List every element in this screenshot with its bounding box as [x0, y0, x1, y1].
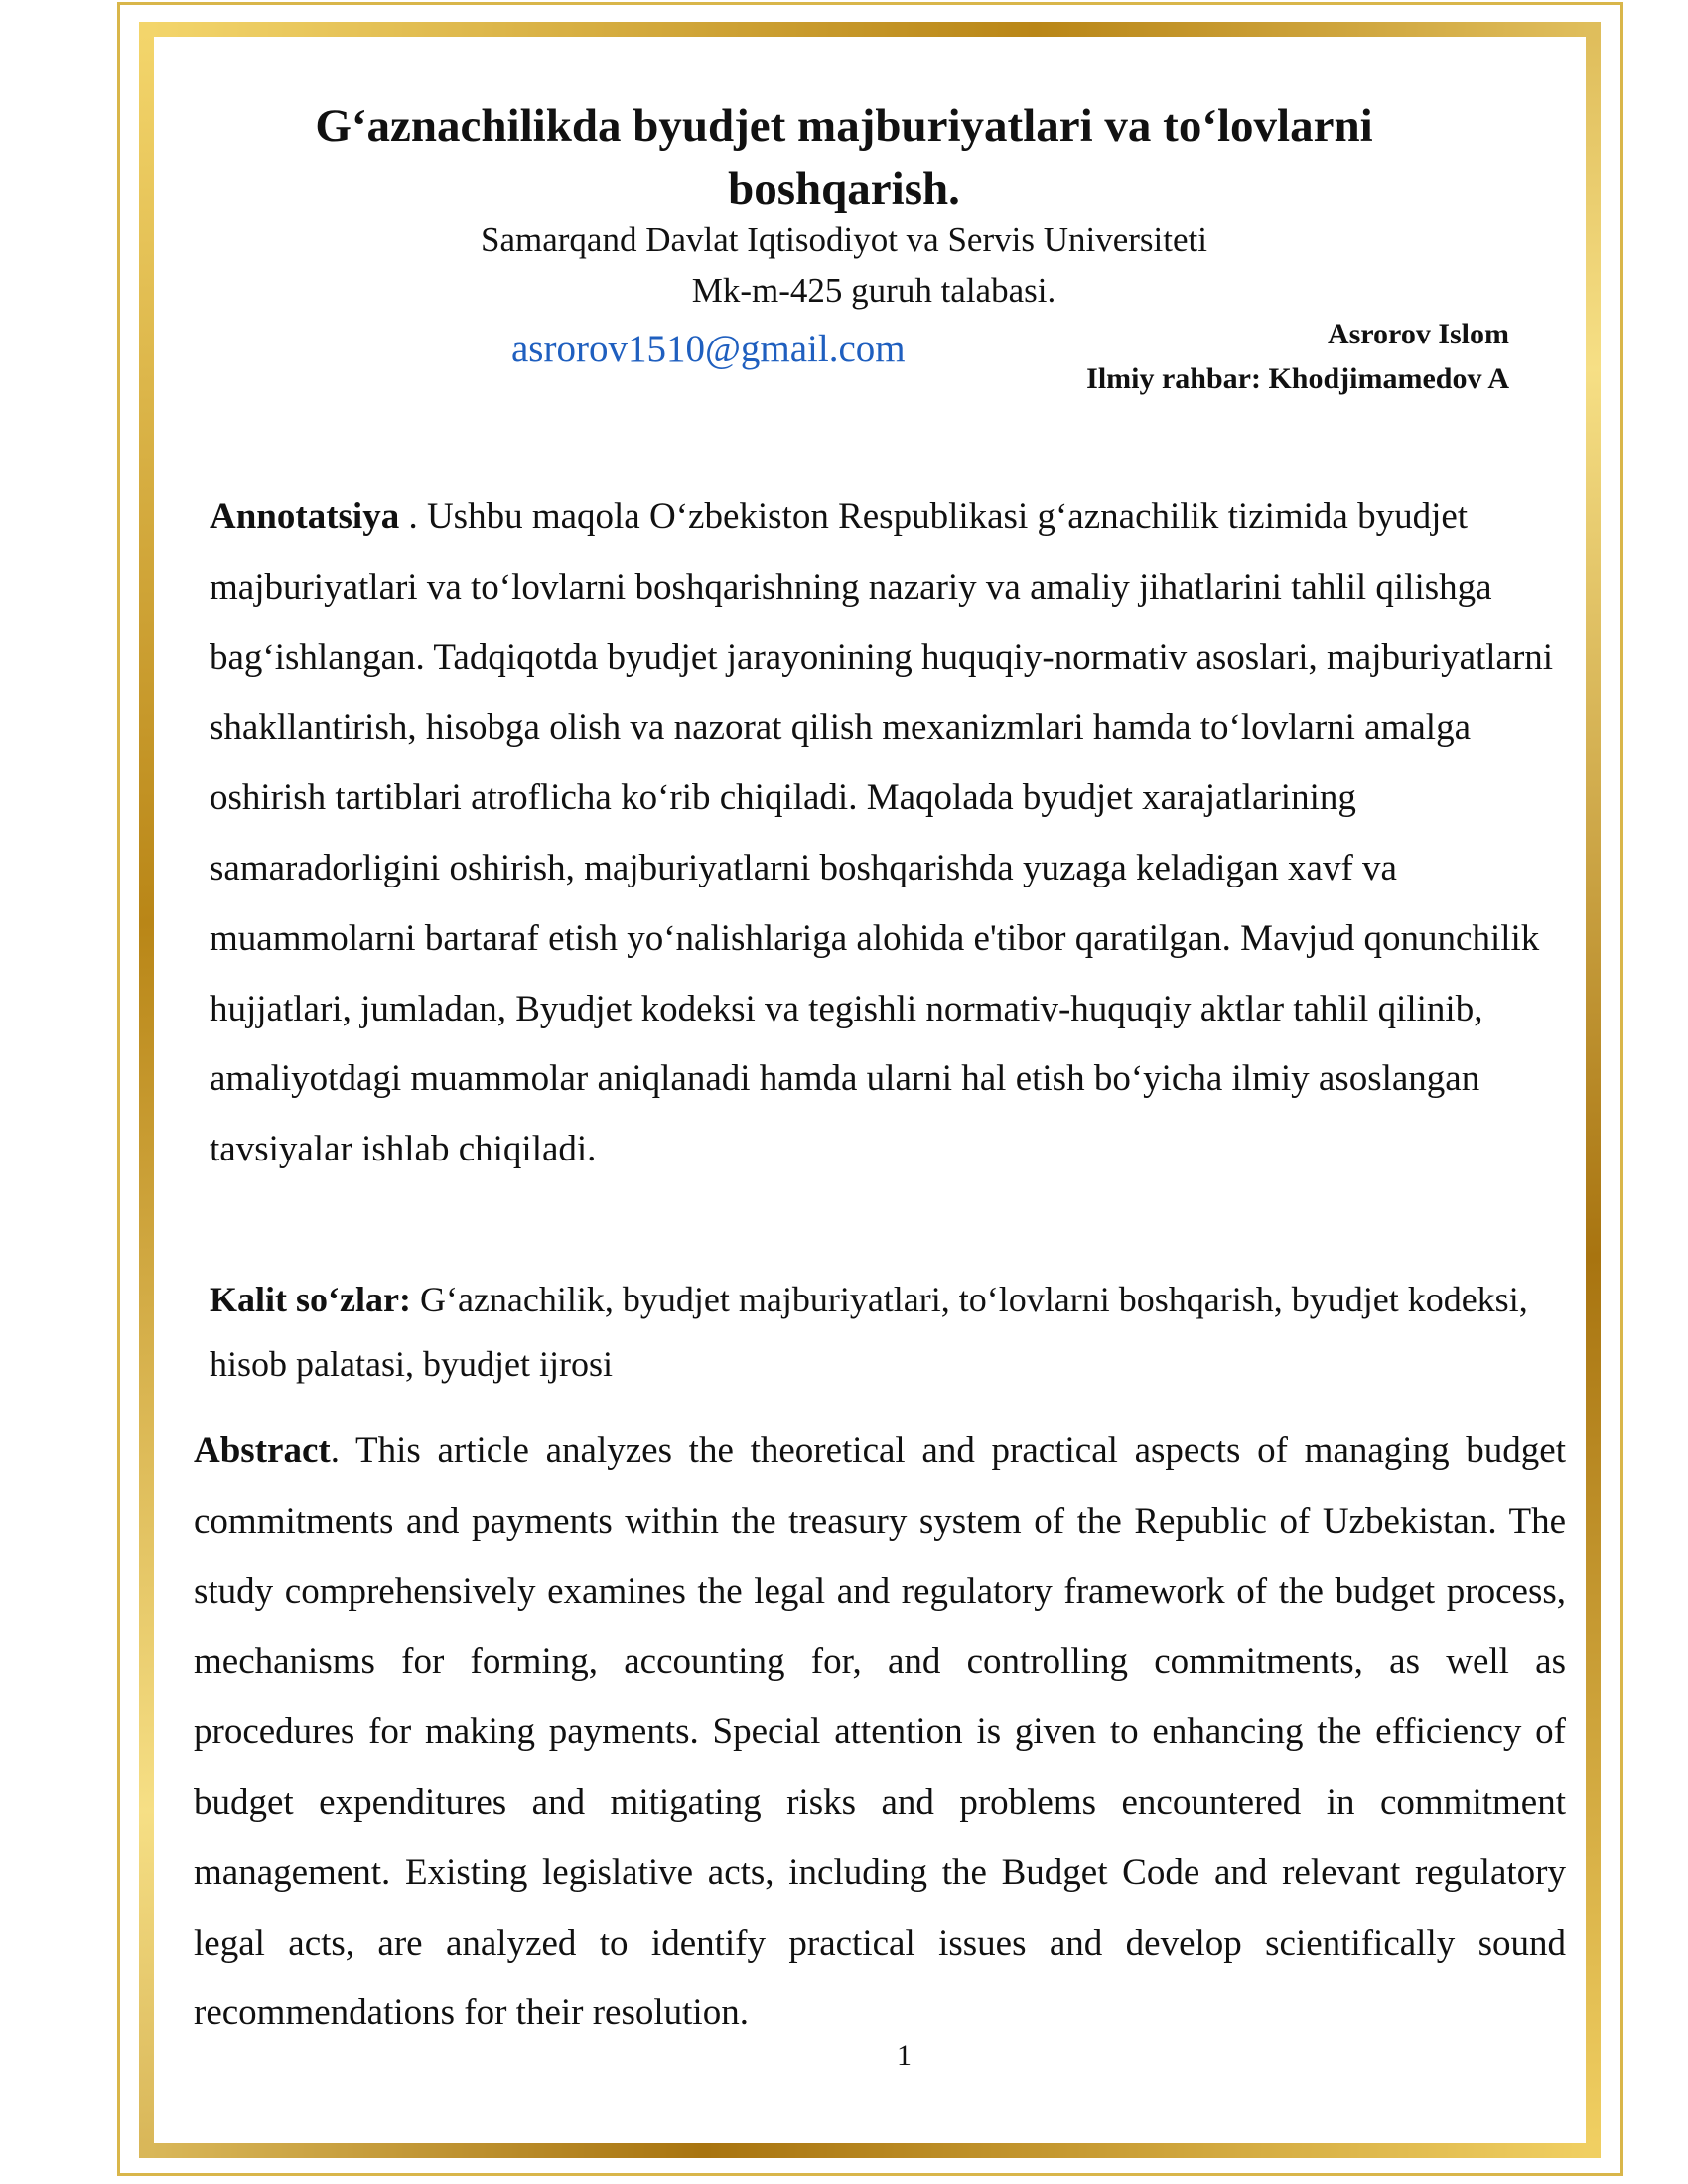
annotation-label: Annotatsiya: [210, 496, 400, 537]
author-name: Asrorov Islom: [1327, 318, 1509, 350]
abstract-text: . This article analyzes the theoretical and practical aspects of managing budget commitments and payments within the treasury system of the Republic of Uzbekistan. The study comprehensively examines the legal and regulatory framework of the budget process, mechanisms for forming, accounting for, and controlling commitments, as well as procedures for making payments. Special attention is given to enhancing the efficiency of budget expenditures and mitigating risks and problems encountered in commitment management. Existing legislative acts, including the Budget Code and relevant regulatory legal acts, are analyzed to identify practical issues and develop scientifically sound recommendations for their resolution.: [194, 1431, 1566, 2034]
annotation-text: . Ushbu maqola O‘zbekiston Respublikasi g‘aznachilik tizimida byudjet majburiyatlari va to‘lovlarni boshqarishning nazariy va amaliy jihatlarini tahlil qilishga bag‘ishlangan. Tadqiqotda byudjet jarayonining huquqiy-normativ asoslari, majburiyatlarni shakllantirish, hisobga olish va nazorat qilish mexanizmlari hamda to‘lovlarni amalga oshirish tartiblari atroflicha ko‘rib chiqiladi. Maqolada byudjet xarajatlarining samaradorligini oshirish, majburiyatlarni boshqarishda yuzaga keladigan xavf va muammolarni bartaraf etish yo‘nalishlariga alohida e'tibor qaratilgan. Mavjud qonunchilik hujjatlari, jumladan, Byudjet kodeksi va tegishli normativ-huquqiy aktlar tahlil qilinib, amaliyotdagi muammolar aniqlanadi hamda ularni hal etish bo‘yicha ilmiy asoslangan tavsiyalar ishlab chiqiladi.: [210, 496, 1554, 1170]
student-group: Mk-m-425 guruh talabasi.: [691, 271, 1056, 310]
keywords-text: G‘aznachilik, byudjet majburiyatlari, to‘lovlarni boshqarish, byudjet kodeksi, hisob palatasi, byudjet ijrosi: [210, 1280, 1528, 1384]
keywords-label: Kalit so‘zlar:: [210, 1280, 411, 1319]
abstract-label: Abstract: [194, 1431, 331, 1471]
paper-title: G‘aznachilikda byudjet majburiyatlari va to‘lovlarni boshqarish.: [315, 100, 1373, 214]
author-email-link[interactable]: asrorov1510@gmail.com: [511, 328, 906, 370]
supervisor-name: Ilmiy rahbar: Khodjimamedov A: [1086, 362, 1509, 395]
abstract-paragraph: [194, 1417, 1566, 2049]
annotation-paragraph: [210, 482, 1570, 1185]
university-affiliation: Samarqand Davlat Iqtisodiyot va Servis Universiteti: [481, 220, 1207, 259]
page-number: 1: [897, 2039, 912, 2072]
keywords-paragraph: [210, 1268, 1570, 1397]
